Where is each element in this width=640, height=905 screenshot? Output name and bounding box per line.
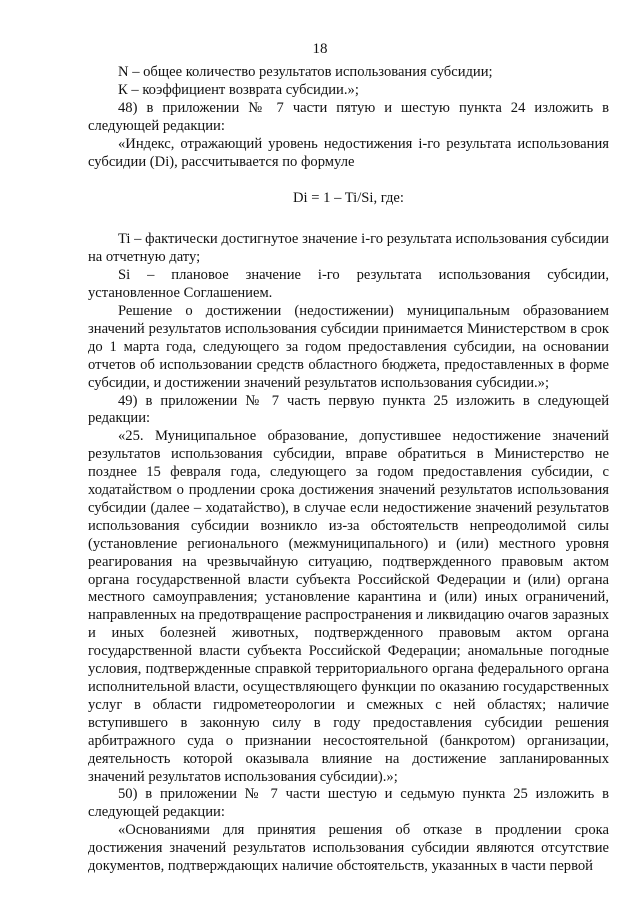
paragraph: Решение о достижении (недостижении) муниципальным образованием значений результатов использования субсидии принимается Министерством в срок до 1 марта года, следующего за годом предоставления субсидии, на основании отчетов об использовании средств областного бюджета, предоставленных в форме субсидии, и достижении значений результатов использования субсидии.»;	[88, 302, 609, 391]
paragraph: N – общее количество результатов использования субсидии;	[118, 64, 493, 80]
paragraph: 50) в приложении № 7 части шестую и седьмую пункта 25 изложить в следующей редакции:	[88, 786, 609, 821]
formula: Di = 1 – Ti/Si, где:	[293, 190, 404, 207]
paragraph: 49) в приложении № 7 часть первую пункта 25 изложить в следующей редакции:	[88, 392, 609, 427]
paragraph: «Индекс, отражающий уровень недостижения i-го результата использования субсидии (Di), рассчитывается по формуле	[88, 135, 609, 170]
paragraph: «Основаниями для принятия решения об отказе в продлении срока достижения значений результатов использования субсидии являются отсутствие документов, подтверждающих наличие обстоятельств, указанных в части первой	[88, 822, 609, 875]
paragraph: 48) в приложении № 7 части пятую и шестую пункта 24 изложить в следующей редакции:	[88, 99, 609, 134]
paragraph: «25. Муниципальное образование, допустившее недостижение значений результатов использования субсидии, вправе обратиться в Министерство не позднее 15 февраля года, следующего за годом предоставления субсидии, с ходатайством о продлении срока достижения значений результатов использования субсидии (далее – ходатайство), в случае если недостижение значений результатов использования субсидии возникло из-за обстоятельств непреодолимой силы (установление регионального (межмуниципального) и (или) местного уровня реагирования на чрезвычайную ситуацию, подтвержденного правовым актом органа государственной власти субъекта Российской Федерации и (или) органа местного самоуправления; установление карантина и (или) иных ограничений, направленных на предотвращение распространения и ликвидацию очагов заразных и иных болезней животных, подтвержденного правовым актом органа государственной власти субъекта Российской Федерации; аномальные погодные условия, подтвержденные справкой территориального органа федерального органа исполнительной власти, осуществляющего функции по оказанию государственных услуг в области гидрометеорологии и смежных с ней областях; наличие вступившего в законную силу в году предоставления субсидии решения арбитражного суда о признании несостоятельной (банкротом) организации, деятельность которой оказывала влияние на достижение запланированных значений результатов использования субсидии).»;	[88, 428, 609, 785]
document-body	[88, 64, 609, 876]
paragraph: Ti – фактически достигнутое значение i-го результата использования субсидии на отчетную дату;	[88, 231, 609, 266]
page-number: 18	[312, 41, 328, 57]
paragraph: К – коэффициент возврата субсидии.»;	[118, 81, 359, 98]
paragraph: Si – плановое значение i-го результата использования субсидии, установленное Соглашением.	[88, 267, 609, 302]
